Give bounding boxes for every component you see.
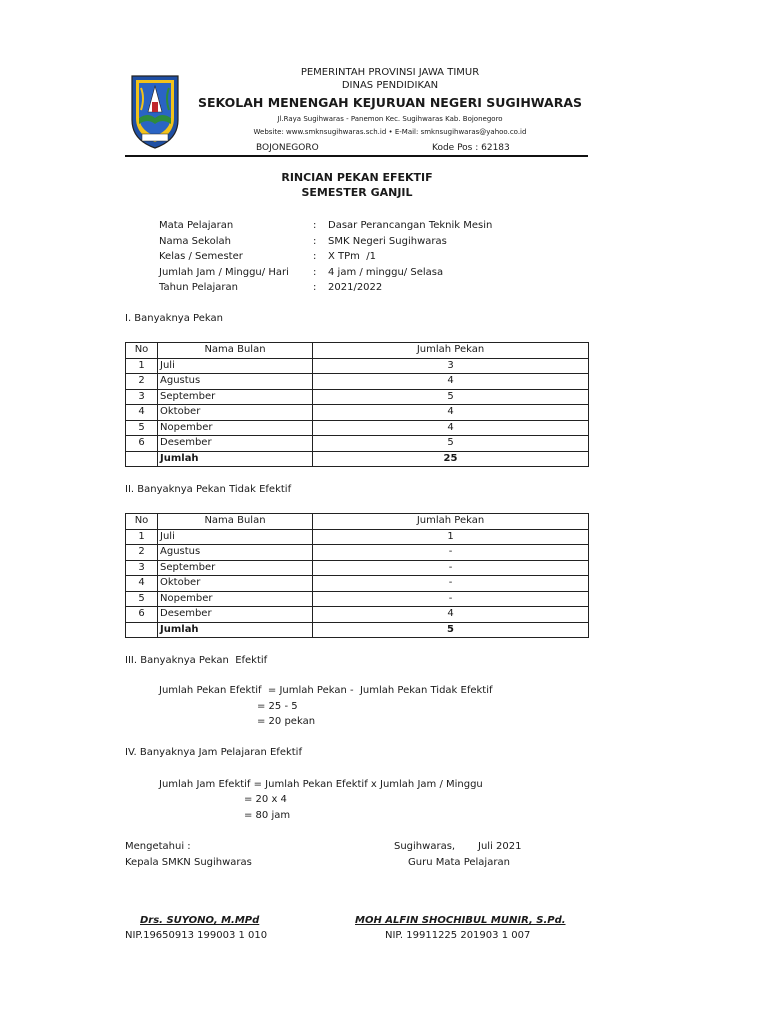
table-row [126, 389, 589, 405]
cell-no: 3 [126, 389, 158, 405]
cell-total-label: Jumlah [158, 622, 313, 638]
cell-bulan: September [158, 560, 313, 576]
sign-date: Juli 2021 [478, 841, 522, 852]
teacher-name: MOH ALFIN SHOCHIBUL MUNIR, S.Pd. [355, 915, 566, 926]
cell-no: 4 [126, 405, 158, 421]
cell-jumlah: 4 [313, 405, 589, 421]
sign-place: Sugihwaras, [394, 841, 456, 852]
cell-no: 2 [126, 545, 158, 561]
header-department: DINAS PENDIDIKAN [341, 80, 439, 91]
info-value: X TPm /1 [328, 251, 376, 262]
info-value: Dasar Perancangan Teknik Mesin [328, 220, 493, 231]
header-postcode: Kode Pos : 62183 [432, 143, 510, 153]
section-2-heading: II. Banyaknya Pekan Tidak Efektif [125, 484, 292, 495]
cell-no: 6 [126, 607, 158, 623]
cell-no: 4 [126, 576, 158, 592]
table-pekan [125, 342, 589, 467]
table-row [126, 576, 589, 592]
section-4-heading: IV. Banyaknya Jam Pelajaran Efektif [125, 747, 302, 758]
header-government: PEMERINTAH PROVINSI JAWA TIMUR [300, 67, 480, 78]
approval-label: Mengetahui : [125, 841, 191, 852]
cell-no: 3 [126, 560, 158, 576]
info-value: 2021/2022 [328, 282, 383, 293]
header-address: Jl.Raya Sugihwaras - Panemon Kec. Sugihwaras Kab. Bojonegoro [277, 115, 503, 123]
info-row [159, 282, 579, 298]
info-row [159, 251, 579, 267]
cell-bulan: Oktober [158, 576, 313, 592]
cell-jumlah: 4 [313, 374, 589, 390]
table-row [126, 405, 589, 421]
page-subtitle: SEMESTER GANJIL [301, 186, 413, 199]
cell-jumlah: 5 [313, 436, 589, 452]
info-label: Kelas / Semester [159, 251, 243, 262]
cell-bulan: Desember [158, 436, 313, 452]
info-label: Jumlah Jam / Minggu/ Hari [159, 266, 289, 278]
cell-total-label: Jumlah [158, 451, 313, 467]
info-row [159, 220, 579, 236]
cell-bulan: Nopember [158, 591, 313, 607]
section-3-step1: = 25 - 5 [257, 701, 298, 712]
col-header-no: No [126, 514, 158, 530]
cell-no: 5 [126, 420, 158, 436]
cell-no: 6 [126, 436, 158, 452]
teacher-nip: NIP. 19911225 201903 1 007 [385, 930, 531, 941]
cell-bulan: Agustus [158, 374, 313, 390]
table-row [126, 591, 589, 607]
table-row [126, 436, 589, 452]
col-header-bulan: Nama Bulan [158, 514, 313, 530]
info-separator: : [313, 266, 317, 278]
info-label: Tahun Pelajaran [159, 282, 238, 293]
table-row [126, 358, 589, 374]
cell-jumlah: - [313, 591, 589, 607]
header-website: Website: www.smknsugihwaras.sch.id • E-Mail: smknsugihwaras@yahoo.co.id [253, 128, 527, 136]
cell-jumlah: 5 [313, 389, 589, 405]
table-row [126, 374, 589, 390]
table-row [126, 529, 589, 545]
col-header-no: No [126, 343, 158, 359]
cell-no-empty [126, 451, 158, 467]
section-4-step2: = 80 jam [244, 810, 291, 821]
table-pekan-tidak-efektif [125, 513, 589, 638]
info-separator: : [313, 282, 317, 293]
cell-jumlah: 1 [313, 529, 589, 545]
cell-no: 2 [126, 374, 158, 390]
headmaster-name: Drs. SUYONO, M.MPd [140, 915, 260, 926]
info-row [159, 236, 579, 252]
cell-jumlah: 4 [313, 607, 589, 623]
cell-jumlah: - [313, 545, 589, 561]
header-city: BOJONEGORO [256, 143, 319, 153]
table-total-row [126, 622, 589, 638]
headmaster-title: Kepala SMKN Sugihwaras [125, 857, 252, 868]
section-4-step1: = 20 x 4 [244, 794, 287, 805]
cell-no-empty [126, 622, 158, 638]
table-total-row [126, 451, 589, 467]
section-3-heading: III. Banyaknya Pekan Efektif [125, 655, 268, 666]
header-school-name: SEKOLAH MENENGAH KEJURUAN NEGERI SUGIHWARAS [198, 95, 582, 110]
table-row [126, 560, 589, 576]
cell-jumlah: - [313, 576, 589, 592]
cell-jumlah: 3 [313, 358, 589, 374]
cell-jumlah: 4 [313, 420, 589, 436]
cell-bulan: Oktober [158, 405, 313, 421]
section-3-step2: = 20 pekan [257, 716, 316, 727]
info-label: Nama Sekolah [159, 235, 231, 247]
table-row [126, 545, 589, 561]
cell-jumlah: - [313, 560, 589, 576]
cell-no: 1 [126, 529, 158, 545]
cell-bulan: Nopember [158, 420, 313, 436]
table-row [126, 607, 589, 623]
info-block [159, 220, 579, 298]
cell-total-value: 5 [313, 622, 589, 638]
cell-bulan: Juli [158, 358, 313, 374]
col-header-bulan: Nama Bulan [158, 343, 313, 359]
cell-bulan: Desember [158, 607, 313, 623]
info-value: SMK Negeri Sugihwaras [328, 235, 447, 247]
info-separator: : [313, 220, 317, 231]
cell-bulan: Juli [158, 529, 313, 545]
info-label: Mata Pelajaran [159, 220, 234, 231]
col-header-jumlah: Jumlah Pekan [313, 343, 589, 359]
info-separator: : [313, 235, 317, 247]
east-java-emblem [128, 72, 182, 150]
header-divider [125, 155, 588, 157]
cell-total-value: 25 [313, 451, 589, 467]
cell-bulan: September [158, 389, 313, 405]
cell-no: 5 [126, 591, 158, 607]
info-value: 4 jam / minggu/ Selasa [328, 266, 444, 278]
table-row [126, 420, 589, 436]
cell-no: 1 [126, 358, 158, 374]
page-title: RINCIAN PEKAN EFEKTIF [281, 171, 433, 184]
table-header-row [126, 514, 589, 530]
headmaster-nip: NIP.19650913 199003 1 010 [125, 930, 268, 941]
info-separator: : [313, 251, 317, 262]
section-3-formula: Jumlah Pekan Efektif = Jumlah Pekan - Jumlah Pekan Tidak Efektif [159, 685, 493, 696]
info-row [159, 267, 579, 283]
section-4-formula: Jumlah Jam Efektif = Jumlah Pekan Efektif x Jumlah Jam / Minggu [159, 779, 483, 790]
col-header-jumlah: Jumlah Pekan [313, 514, 589, 530]
table-header-row [126, 343, 589, 359]
teacher-title: Guru Mata Pelajaran [408, 857, 510, 868]
cell-bulan: Agustus [158, 545, 313, 561]
section-1-heading: I. Banyaknya Pekan [125, 313, 223, 324]
